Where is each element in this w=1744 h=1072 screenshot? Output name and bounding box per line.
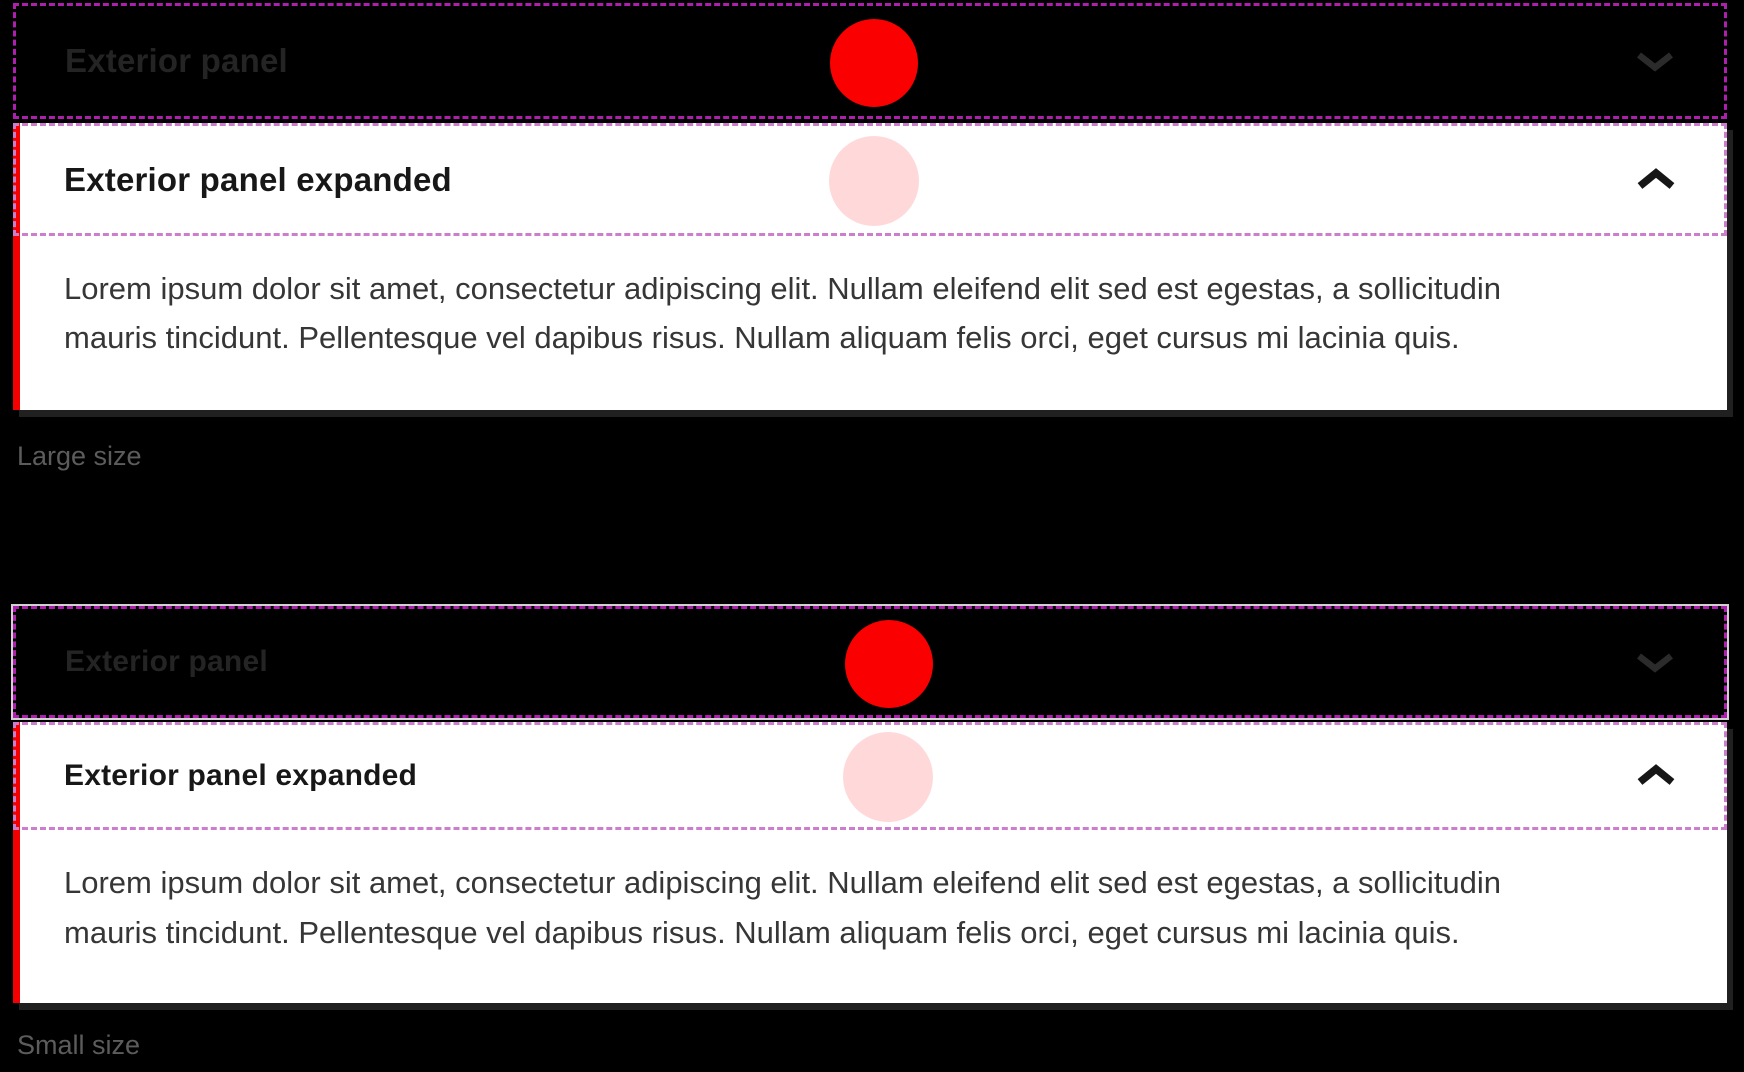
body-line: Lorem ipsum dolor sit amet, consectetur adipiscing elit. Nullam eleifend elit sed est egestas, a sollicitudin: [64, 865, 1502, 900]
exterior-panel-expanded-small: [13, 722, 1727, 1003]
panel-title: Exterior panel expanded: [64, 160, 452, 198]
body-line: Lorem ipsum dolor sit amet, consectetur adipiscing elit. Nullam eleifend elit sed est egestas, a sollicitudin: [64, 271, 1502, 306]
body-line: mauris tincidunt. Pellentesque vel dapibus risus. Nullam aliquam felis orci, eget cursus mi lacinia quis.: [64, 915, 1460, 950]
pink-dot-indicator: [843, 732, 933, 822]
chevron-up-icon[interactable]: [1636, 764, 1676, 788]
exterior-panel-collapsed-large[interactable]: [13, 3, 1727, 119]
red-dot-indicator: [845, 620, 933, 708]
panel-body-text: [20, 830, 1727, 958]
panel-title: Exterior panel expanded: [64, 759, 418, 792]
size-caption-small: Small size: [17, 1030, 141, 1060]
panel-body-text: [20, 236, 1727, 362]
red-dot-indicator: [830, 19, 918, 107]
exterior-panel-collapsed-small[interactable]: [13, 606, 1727, 718]
panel-title: Exterior panel: [65, 42, 288, 79]
panel-title: Exterior panel: [65, 645, 268, 678]
chevron-up-icon[interactable]: [1636, 168, 1676, 192]
expanded-panel-header[interactable]: [20, 123, 1727, 236]
pink-dot-indicator: [829, 136, 919, 226]
body-line: mauris tincidunt. Pellentesque vel dapibus risus. Nullam aliquam felis orci, eget cursus mi lacinia quis.: [64, 320, 1460, 355]
chevron-down-icon[interactable]: [1635, 650, 1675, 674]
expanded-panel-header[interactable]: [20, 722, 1727, 830]
exterior-panel-expanded-large: [13, 123, 1727, 410]
chevron-down-icon[interactable]: [1635, 49, 1675, 73]
size-caption-large: Large size: [17, 441, 142, 471]
